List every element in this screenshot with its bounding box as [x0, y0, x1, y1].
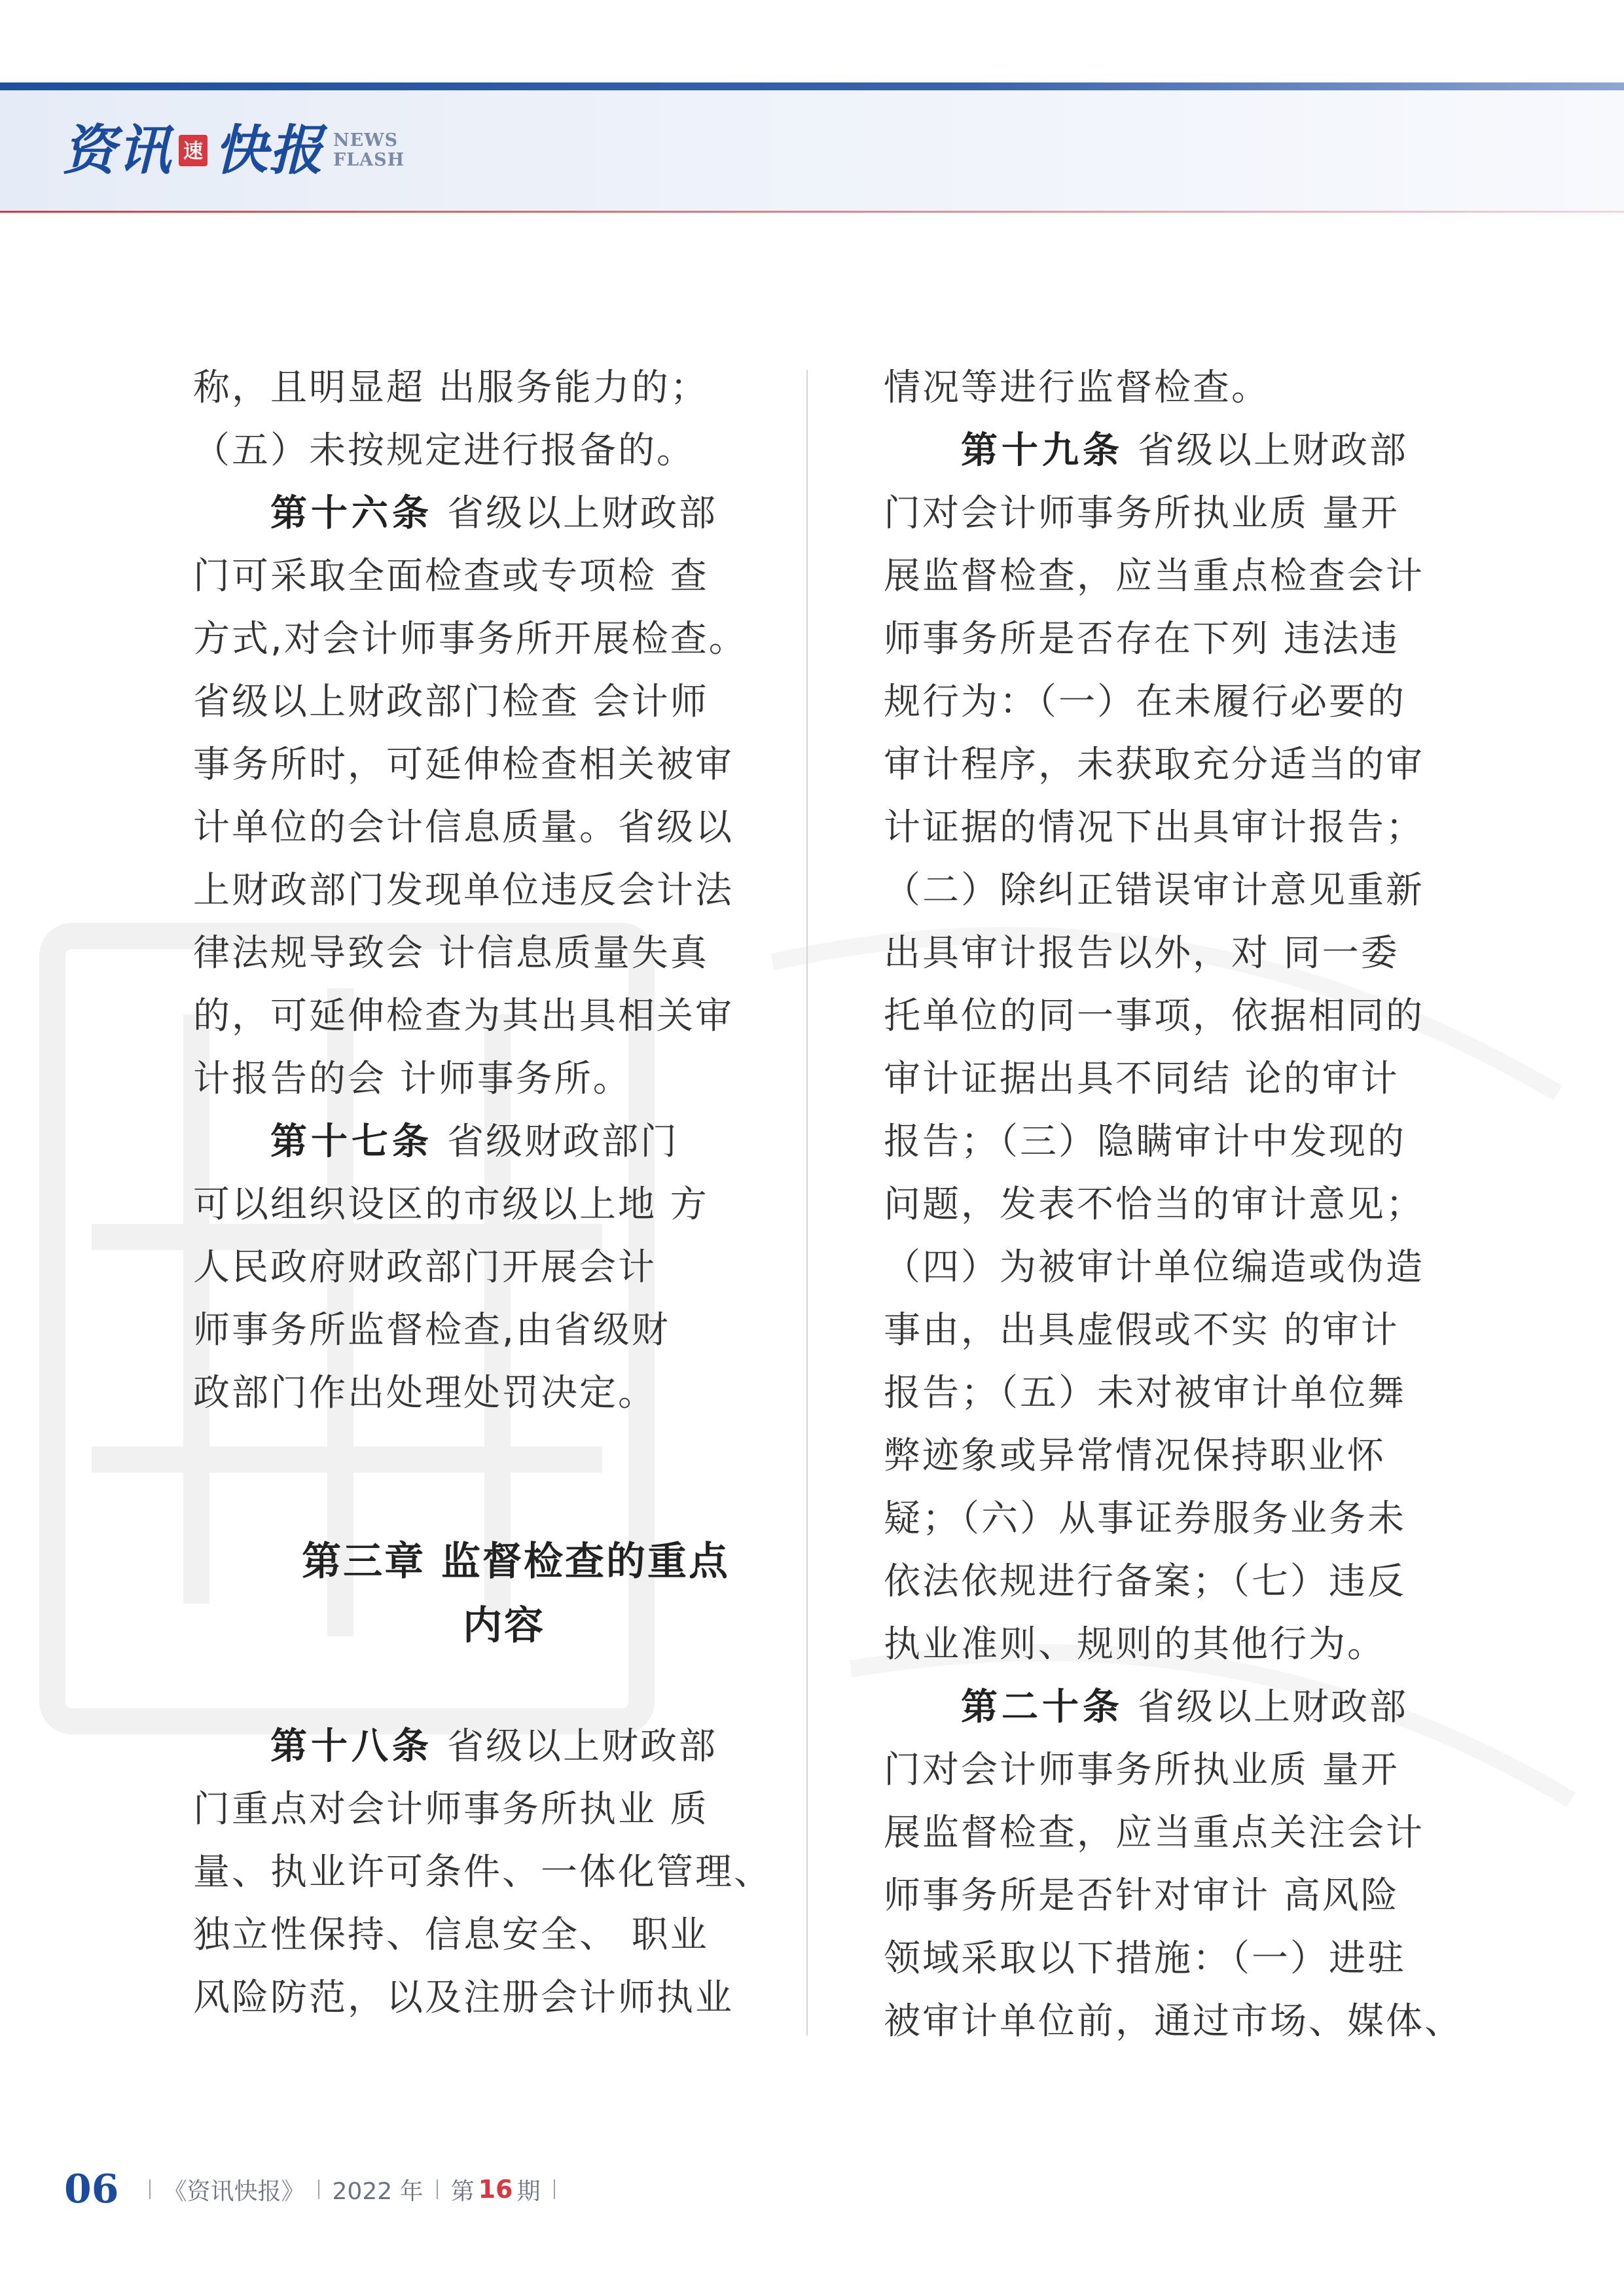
text-line: 事由，出具虚假或不实 的审计: [884, 1309, 1399, 1352]
text-line: 计证据的情况下出具审计报告；: [884, 806, 1424, 849]
footer-separator: [149, 2179, 151, 2199]
text-line: 政部门作出处理处罚决定。: [193, 1372, 657, 1414]
article-16-heading: [193, 482, 730, 545]
text-line: 报告；（三）隐瞒审计中发现的: [884, 1121, 1406, 1163]
article-label: 第十六条: [270, 492, 433, 535]
text-line: 疑；（六）从事证券服务业务未: [884, 1498, 1406, 1540]
masthead-subtitle-line2: FLASH: [333, 150, 405, 170]
article-18-heading: [193, 1715, 730, 1778]
masthead-title-part1: 资讯: [62, 119, 172, 182]
text-line: 方式,对会计师事务所开展检查。: [193, 618, 748, 660]
column-divider: [806, 370, 808, 2036]
masthead-subtitle-line1: NEWS: [333, 130, 399, 151]
text-line: （四）为被审计单位编造或伪造: [884, 1246, 1424, 1289]
text-line: 计单位的会计信息质量。省级以: [193, 806, 734, 849]
publication-name: 《资讯快报》: [163, 2178, 305, 2205]
article-19-heading: [884, 420, 1427, 482]
text-line: 师事务所是否针对审计 高风险: [884, 1874, 1399, 1917]
text-line: 执业准则、规则的其他行为。: [884, 1623, 1386, 1666]
chapter-title-line2: 内容: [463, 1603, 545, 1649]
text-line: 托单位的同一事项，依据相同的: [884, 995, 1424, 1037]
article-label: 第十七条: [270, 1121, 433, 1163]
text-line: 门重点对会计师事务所执业 质: [193, 1788, 709, 1831]
text-line: 风险防范，以及注册会计师执业: [193, 1977, 734, 2019]
text-line: 师事务所监督检查,由省级财: [193, 1309, 670, 1352]
article-label: 第二十条: [961, 1686, 1123, 1729]
text-line: 门对会计师事务所执业质 量开: [884, 1749, 1399, 1791]
article-17-heading: [193, 1111, 730, 1174]
issue-prefix: 第: [450, 2178, 475, 2205]
issue-number: 16: [478, 2175, 513, 2204]
seal-logo-icon: [177, 134, 209, 168]
header-divider: [0, 211, 1624, 213]
text-line: 被审计单位前，通过市场、媒体、: [884, 2000, 1463, 2043]
text-line: 出具审计报告以外，对 同一委: [884, 932, 1399, 975]
text-line: 弊迹象或异常情况保持职业怀: [884, 1435, 1386, 1477]
text-line: 省级以上财政部门检查 会计师: [193, 681, 709, 723]
header-top-rule: [0, 82, 1624, 90]
text-line: 审计证据出具不同结 论的审计: [884, 1058, 1399, 1100]
article-first-text: 省级以上财政部: [1138, 429, 1408, 472]
text-line: 人民政府财政部门开展会计: [193, 1246, 657, 1289]
text-line: 展监督检查，应当重点检查会计: [884, 555, 1424, 598]
svg-text:速: 速: [183, 140, 203, 163]
text-line: 展监督检查，应当重点关注会计: [884, 1812, 1424, 1854]
article-first-text: 省级以上财政部: [447, 492, 717, 535]
text-line: 审计程序，未获取充分适当的审: [884, 744, 1424, 786]
footer-separator: [437, 2179, 438, 2199]
left-column: [193, 357, 772, 2030]
text-line: 问题，发表不恰当的审计意见；: [884, 1183, 1424, 1226]
article-label: 第十九条: [961, 429, 1123, 472]
chapter-title-line1: 第三章 监督检查的重点: [302, 1539, 730, 1585]
text-line: 可以组织设区的市级以上地 方: [193, 1183, 709, 1226]
text-line: 门对会计师事务所执业质 量开: [884, 492, 1399, 535]
article-first-text: 省级财政部门: [447, 1121, 679, 1163]
text-line: 事务所时，可延伸检查相关被审: [193, 744, 734, 786]
text-line: 上财政部门发现单位违反会计法: [193, 869, 734, 912]
article-first-text: 省级以上财政部: [1138, 1686, 1408, 1729]
text-line: 称，且明显超 出服务能力的；: [193, 367, 709, 409]
text-line: 领域采取以下措施：（一）进驻: [884, 1937, 1406, 1980]
page-number: 06: [64, 2166, 119, 2212]
text-line: 情况等进行监督检查。: [884, 367, 1270, 409]
text-line: 门可采取全面检查或专项检 查: [193, 555, 709, 598]
footer-separator: [318, 2179, 319, 2199]
text-line: 师事务所是否存在下列 违法违: [884, 618, 1399, 660]
masthead-subtitle: [333, 131, 405, 170]
text-line: 计报告的会 计师事务所。: [193, 1058, 632, 1100]
article-first-text: 省级以上财政部: [447, 1725, 717, 1768]
masthead-title-part2: 快报: [214, 119, 324, 182]
text-line: 律法规导致会 计信息质量失真: [193, 932, 709, 975]
text-line: 独立性保持、信息安全、 职业: [193, 1914, 709, 1956]
right-column: [884, 357, 1463, 2053]
page-footer: [64, 2163, 568, 2215]
spacer: [193, 1658, 730, 1715]
text-line: 量、执业许可条件、一体化管理、: [193, 1851, 772, 1893]
text-line: 报告；（五）未对被审计单位舞: [884, 1372, 1406, 1414]
spacer: [193, 1425, 730, 1530]
text-line: 依法依规进行备案；（七）违反: [884, 1560, 1406, 1603]
footer-separator: [554, 2179, 555, 2199]
text-line: （二）除纠正错误审计意见重新: [884, 869, 1424, 912]
masthead: [62, 115, 405, 187]
text-line: （五）未按规定进行报备的。: [193, 429, 695, 472]
issue-suffix: 期: [516, 2178, 541, 2205]
text-line: 的，可延伸检查为其出具相关审: [193, 995, 734, 1037]
text-line: 规行为：（一）在未履行必要的: [884, 681, 1406, 723]
article-label: 第十八条: [270, 1725, 433, 1768]
article-20-heading: [884, 1676, 1427, 1739]
publication-year: 2022 年: [332, 2178, 424, 2205]
